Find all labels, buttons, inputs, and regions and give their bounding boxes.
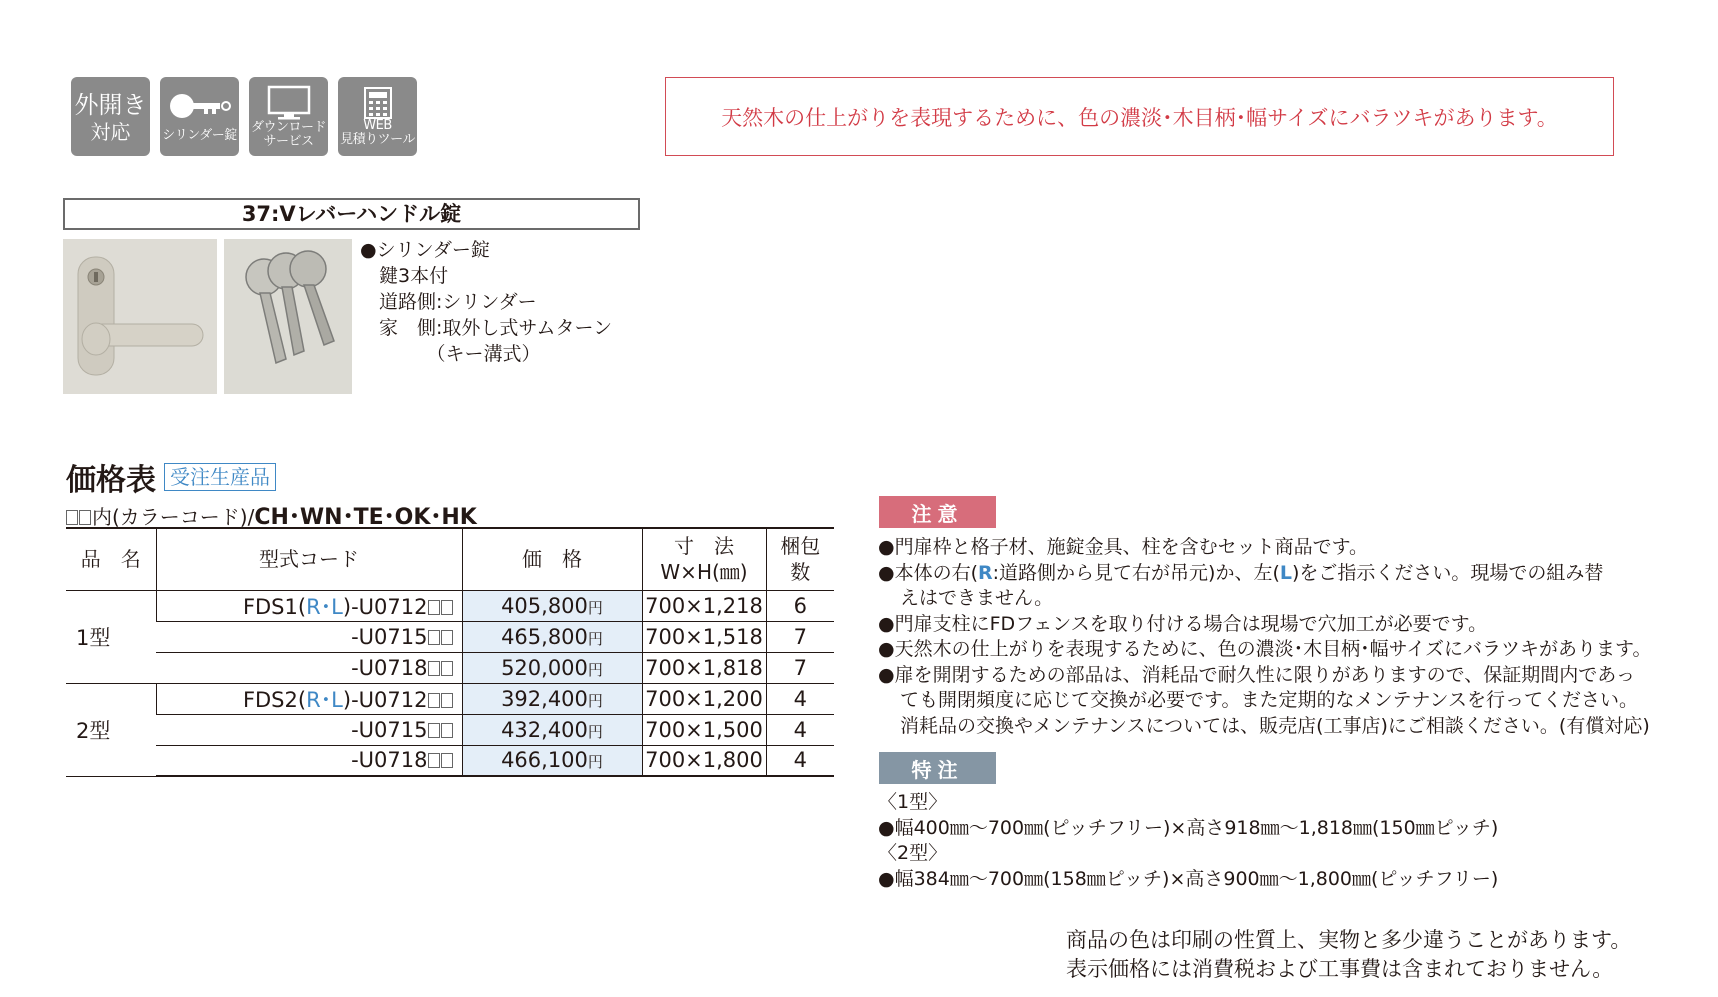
color-placeholder-box [428, 753, 440, 768]
group-label: 1型 [66, 590, 156, 683]
special-heading: 〈2型〉 [878, 842, 948, 864]
header-pack-line2: 数 [790, 560, 811, 585]
notice-box [665, 77, 1614, 156]
monitor-icon [266, 85, 312, 121]
color-placeholder-box [441, 723, 453, 738]
price-value: 520,000 [501, 655, 588, 680]
lock-title: 37:Vレバーハンドル錠 [63, 198, 640, 230]
icon-label-line2: 見積りツール [340, 131, 415, 147]
icon-label-line1: 外開き [74, 90, 147, 119]
color-codes: CH･WN･TE･OK･HK [254, 505, 477, 530]
footer-line: 表示価格には消費税および工事費は含まれておりません。 [1066, 957, 1614, 981]
model-suffix: -U0718 [351, 655, 428, 680]
rl-option: R･L [306, 687, 343, 712]
right-option: R [978, 561, 993, 584]
model-prefix: FDS2 [242, 687, 298, 712]
color-placeholder-box [428, 693, 440, 708]
spec-line: 鍵3本付 [360, 265, 449, 287]
size-cell: 700×1,818 [642, 652, 766, 683]
yen-unit: 円 [587, 722, 603, 741]
special-item: ●幅384㎜～700㎜(158㎜ピッチ)×高さ900㎜～1,800㎜(ピッチフリー) [878, 867, 1499, 890]
yen-unit: 円 [587, 753, 603, 772]
special-item: ●幅400㎜～700㎜(ピッチフリー)×高さ918㎜～1,818㎜(150㎜ピッチ) [878, 816, 1499, 839]
header-pack [766, 528, 834, 590]
price-cell [462, 683, 642, 714]
yen-unit: 円 [587, 691, 603, 710]
caution-item-continued: えはできません。 [900, 587, 1054, 609]
caution-text: )をご指示ください。現場での組み替 [1291, 561, 1604, 584]
model-suffix: -U0712 [351, 687, 428, 712]
model-code [156, 621, 462, 652]
made-to-order-badge: 受注生産品 [164, 463, 276, 491]
table-header-row [66, 528, 834, 590]
color-placeholder-box [441, 693, 453, 708]
header-name: 品 名 [66, 528, 156, 590]
color-placeholder-box [441, 753, 453, 768]
pack-count: 6 [766, 590, 834, 621]
color-code-prefix: 内(カラーコード)/ [92, 505, 255, 529]
rl-close: ) [342, 594, 352, 619]
header-pack-line1: 梱包 [780, 534, 821, 559]
pack-count: 4 [766, 683, 834, 714]
price-cell [462, 621, 642, 652]
header-price: 価 格 [462, 528, 642, 590]
color-placeholder-box [441, 661, 453, 676]
yen-unit: 円 [587, 629, 603, 648]
pack-count: 4 [766, 745, 834, 776]
caution-item [878, 561, 1668, 587]
footer-notes [1066, 926, 1631, 984]
price-table [66, 527, 834, 777]
lever-handle-photo [63, 239, 217, 394]
color-placeholder-box [66, 510, 78, 525]
caution-item: ●扉を開閉するための部品は、消耗品で耐久性に限りがありますので、保証期間内であっ [878, 663, 1636, 686]
special-order-label: 特注 [879, 752, 996, 784]
lock-specs [360, 237, 612, 367]
spec-line: ●シリンダー錠 [360, 239, 490, 261]
group-label: 2型 [66, 683, 156, 776]
price-cell [462, 652, 642, 683]
model-code [156, 745, 462, 776]
header-size-line2: W×H(㎜) [660, 560, 748, 585]
web-estimate-tool-icon [338, 77, 417, 156]
model-suffix: -U0712 [351, 594, 428, 619]
spec-line: （キー溝式） [360, 343, 541, 365]
model-code [156, 683, 462, 714]
yen-unit: 円 [587, 660, 603, 679]
pack-count: 7 [766, 621, 834, 652]
special-order-list [878, 790, 1498, 892]
keys-photo [224, 239, 352, 394]
caution-item: ●天然木の仕上がりを表現するために、色の濃淡･木目柄･幅サイズにバラツキがあります。 [878, 638, 1652, 660]
icon-label: シリンダー錠 [162, 127, 237, 143]
caution-item: ●門扉支柱にFDフェンスを取り付ける場合は現場で穴加工が必要です。 [878, 612, 1488, 635]
price-table-heading [66, 455, 276, 499]
price-value: 465,800 [501, 624, 588, 649]
price-value: 405,800 [501, 593, 588, 618]
caution-item-continued: 消耗品の交換やメンテナンスについては、販売店(工事店)にご相談ください。(有償対応) [900, 714, 1650, 737]
price-value: 392,400 [501, 686, 588, 711]
table-row [66, 714, 834, 745]
model-code [156, 652, 462, 683]
pack-count: 4 [766, 714, 834, 745]
price-table-title: 価格表 [66, 463, 156, 498]
color-placeholder-box [428, 661, 440, 676]
pack-count: 7 [766, 652, 834, 683]
footer-line: 商品の色は印刷の性質上、実物と多少違うことがあります。 [1066, 928, 1632, 952]
rl-open: ( [297, 687, 307, 712]
icon-label-line1: WEB [363, 117, 392, 133]
model-code [156, 590, 462, 621]
icon-label-line1: ダウンロード [250, 119, 326, 135]
rl-close: ) [342, 687, 352, 712]
price-value: 432,400 [501, 717, 588, 742]
header-size [642, 528, 766, 590]
caution-item-continued: ても開閉頻度に応じて交換が必要です。また定期的なメンテナンスを行ってください。 [900, 689, 1638, 711]
special-heading: 〈1型〉 [878, 791, 948, 813]
icon-label-line2: 対応 [90, 119, 131, 144]
size-cell: 700×1,500 [642, 714, 766, 745]
rl-open: ( [297, 594, 307, 619]
icon-label-line2: サービス [263, 133, 314, 149]
table-row [66, 745, 834, 776]
color-placeholder-box [441, 600, 453, 615]
key-icon [168, 91, 232, 121]
model-suffix: -U0715 [351, 624, 428, 649]
table-row [66, 683, 834, 714]
header-code: 型式コード [156, 528, 462, 590]
caution-item: ●門扉枠と格子材、施錠金具、柱を含むセット商品です。 [878, 536, 1369, 558]
price-cell [462, 590, 642, 621]
size-cell: 700×1,218 [642, 590, 766, 621]
model-suffix: -U0715 [351, 717, 428, 742]
table-row [66, 652, 834, 683]
header-size-line1: 寸 法 [674, 534, 734, 559]
left-option: L [1279, 561, 1292, 584]
size-cell: 700×1,518 [642, 621, 766, 652]
model-prefix: FDS1 [242, 594, 298, 619]
caution-text: ●本体の右( [878, 561, 978, 584]
yen-unit: 円 [587, 598, 603, 617]
feature-icons [71, 77, 417, 156]
table-row [66, 590, 834, 621]
spec-line: 家 側:取外し式サムターン [360, 317, 613, 339]
price-value: 466,100 [501, 748, 588, 773]
color-placeholder-box [441, 630, 453, 645]
rl-option: R･L [306, 594, 343, 619]
size-cell: 700×1,800 [642, 745, 766, 776]
color-placeholder-box [428, 600, 440, 615]
outward-open-icon [71, 77, 150, 156]
caution-text: :道路側から見て右が吊元)か、左( [992, 561, 1280, 584]
size-cell: 700×1,200 [642, 683, 766, 714]
spec-line: 道路側:シリンダー [360, 291, 537, 313]
model-suffix: -U0718 [351, 748, 428, 773]
download-service-icon [249, 77, 328, 156]
color-placeholder-box [428, 723, 440, 738]
price-cell [462, 745, 642, 776]
color-placeholder-box [428, 630, 440, 645]
cylinder-lock-icon [160, 77, 239, 156]
caution-label: 注意 [879, 496, 996, 528]
notice-text: 天然木の仕上がりを表現するために、色の濃淡･木目柄･幅サイズにバラツキがあります。 [721, 105, 1558, 130]
color-placeholder-box [79, 510, 91, 525]
price-cell [462, 714, 642, 745]
calculator-icon [363, 87, 393, 119]
table-row [66, 621, 834, 652]
model-code [156, 714, 462, 745]
caution-list [878, 535, 1668, 739]
